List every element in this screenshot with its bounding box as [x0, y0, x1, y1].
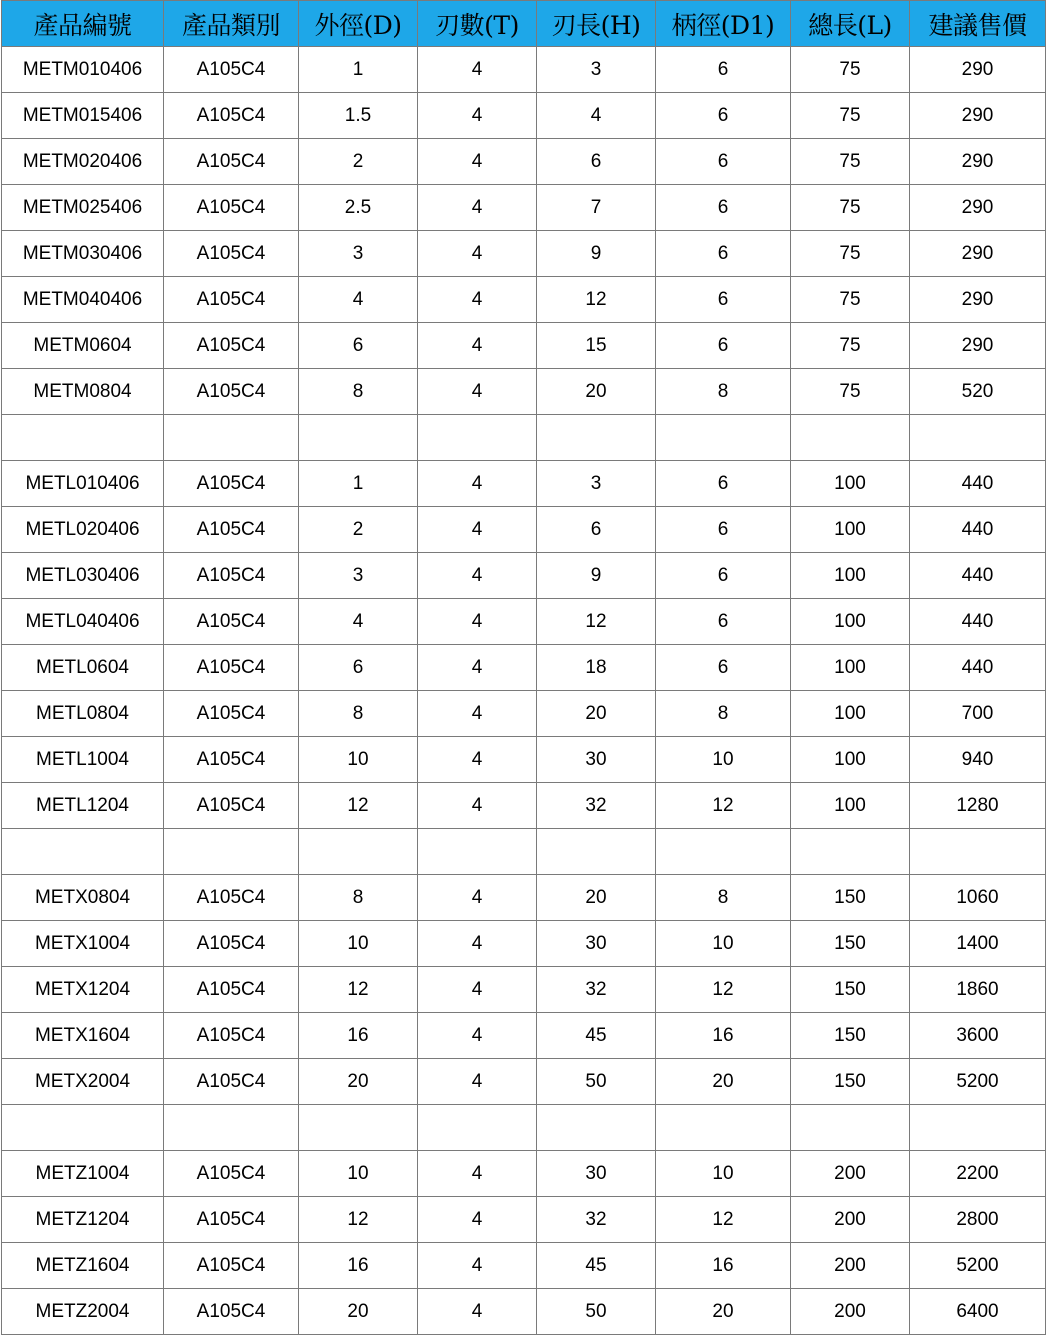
- overall-length-cell: 75: [791, 231, 910, 277]
- flute-length-cell: 7: [537, 185, 656, 231]
- suggested-price-cell: 290: [910, 323, 1046, 369]
- outer-diameter-cell: 6: [299, 645, 418, 691]
- flute-length-cell: 45: [537, 1243, 656, 1289]
- product-category-cell: A105C4: [164, 1151, 299, 1197]
- flute-count-cell: [418, 829, 537, 875]
- flute-count-cell: 4: [418, 507, 537, 553]
- suggested-price-cell: 3600: [910, 1013, 1046, 1059]
- outer-diameter-cell: 10: [299, 737, 418, 783]
- flute-length-cell: 4: [537, 93, 656, 139]
- product-code-cell: METL1204: [2, 783, 164, 829]
- header-row: [2, 1, 1046, 47]
- suggested-price-cell: 2800: [910, 1197, 1046, 1243]
- product-category-cell: [164, 829, 299, 875]
- flute-count-cell: [418, 1105, 537, 1151]
- table-row: [2, 737, 1046, 783]
- flute-count-cell: 4: [418, 461, 537, 507]
- table-row: [2, 185, 1046, 231]
- flute-count-cell: 4: [418, 93, 537, 139]
- flute-length-cell: 20: [537, 875, 656, 921]
- outer-diameter-cell: 3: [299, 231, 418, 277]
- product-category-cell: A105C4: [164, 967, 299, 1013]
- shank-diameter-cell: 6: [656, 461, 791, 507]
- product-category-cell: A105C4: [164, 599, 299, 645]
- overall-length-cell: 150: [791, 921, 910, 967]
- product-category-cell: [164, 415, 299, 461]
- shank-diameter-cell: 12: [656, 1197, 791, 1243]
- overall-length-cell: 100: [791, 645, 910, 691]
- table-row: [2, 47, 1046, 93]
- spacer-row: [2, 415, 1046, 461]
- suggested-price-cell: 1860: [910, 967, 1046, 1013]
- suggested-price-cell: 440: [910, 553, 1046, 599]
- outer-diameter-cell: 1: [299, 461, 418, 507]
- suggested-price-cell: [910, 829, 1046, 875]
- outer-diameter-cell: [299, 829, 418, 875]
- product-category-cell: A105C4: [164, 231, 299, 277]
- table-row: [2, 875, 1046, 921]
- overall-length-cell: 75: [791, 93, 910, 139]
- product-category-cell: A105C4: [164, 737, 299, 783]
- suggested-price-cell: 440: [910, 599, 1046, 645]
- outer-diameter-cell: 12: [299, 1197, 418, 1243]
- table-row: [2, 967, 1046, 1013]
- flute-count-cell: 4: [418, 645, 537, 691]
- product-category-cell: A105C4: [164, 507, 299, 553]
- shank-diameter-cell: 10: [656, 921, 791, 967]
- suggested-price-cell: 5200: [910, 1243, 1046, 1289]
- table-body: [2, 47, 1046, 1335]
- table-row: [2, 461, 1046, 507]
- shank-diameter-cell: 6: [656, 323, 791, 369]
- product-category-cell: A105C4: [164, 461, 299, 507]
- header-product-code: 產品編號: [2, 1, 164, 47]
- shank-diameter-cell: 16: [656, 1243, 791, 1289]
- shank-diameter-cell: [656, 829, 791, 875]
- shank-diameter-cell: 12: [656, 967, 791, 1013]
- outer-diameter-cell: 20: [299, 1059, 418, 1105]
- outer-diameter-cell: 16: [299, 1013, 418, 1059]
- shank-diameter-cell: 8: [656, 369, 791, 415]
- flute-length-cell: 12: [537, 599, 656, 645]
- shank-diameter-cell: 10: [656, 737, 791, 783]
- flute-length-cell: 15: [537, 323, 656, 369]
- flute-length-cell: 32: [537, 1197, 656, 1243]
- product-code-cell: METL0604: [2, 645, 164, 691]
- header-flute-length: 刃長(H): [537, 1, 656, 47]
- overall-length-cell: 100: [791, 783, 910, 829]
- shank-diameter-cell: [656, 1105, 791, 1151]
- outer-diameter-cell: [299, 1105, 418, 1151]
- outer-diameter-cell: 6: [299, 323, 418, 369]
- suggested-price-cell: 5200: [910, 1059, 1046, 1105]
- outer-diameter-cell: 3: [299, 553, 418, 599]
- outer-diameter-cell: 8: [299, 369, 418, 415]
- overall-length-cell: 100: [791, 691, 910, 737]
- flute-count-cell: 4: [418, 47, 537, 93]
- product-code-cell: METM0804: [2, 369, 164, 415]
- overall-length-cell: 200: [791, 1289, 910, 1335]
- outer-diameter-cell: 2: [299, 507, 418, 553]
- outer-diameter-cell: 12: [299, 783, 418, 829]
- product-code-cell: METX1204: [2, 967, 164, 1013]
- suggested-price-cell: 1060: [910, 875, 1046, 921]
- table-row: [2, 783, 1046, 829]
- product-code-cell: [2, 1105, 164, 1151]
- table-row: [2, 1151, 1046, 1197]
- table-row: [2, 599, 1046, 645]
- flute-count-cell: 4: [418, 875, 537, 921]
- header-product-category: 產品類別: [164, 1, 299, 47]
- table-row: [2, 553, 1046, 599]
- overall-length-cell: 150: [791, 967, 910, 1013]
- product-code-cell: METX1004: [2, 921, 164, 967]
- flute-count-cell: [418, 415, 537, 461]
- table-row: [2, 139, 1046, 185]
- table-row: [2, 1289, 1046, 1335]
- product-category-cell: A105C4: [164, 645, 299, 691]
- shank-diameter-cell: 10: [656, 1151, 791, 1197]
- table-row: [2, 231, 1046, 277]
- shank-diameter-cell: 6: [656, 139, 791, 185]
- suggested-price-cell: 290: [910, 231, 1046, 277]
- flute-count-cell: 4: [418, 1197, 537, 1243]
- overall-length-cell: 75: [791, 369, 910, 415]
- shank-diameter-cell: 8: [656, 875, 791, 921]
- flute-length-cell: 32: [537, 967, 656, 1013]
- shank-diameter-cell: 20: [656, 1289, 791, 1335]
- product-code-cell: METL040406: [2, 599, 164, 645]
- header-flute-count: 刃數(T): [418, 1, 537, 47]
- flute-count-cell: 4: [418, 1151, 537, 1197]
- shank-diameter-cell: 6: [656, 277, 791, 323]
- product-category-cell: A105C4: [164, 1197, 299, 1243]
- suggested-price-cell: 1400: [910, 921, 1046, 967]
- product-code-cell: METM0604: [2, 323, 164, 369]
- table-row: [2, 323, 1046, 369]
- flute-count-cell: 4: [418, 369, 537, 415]
- flute-length-cell: 30: [537, 1151, 656, 1197]
- overall-length-cell: 75: [791, 277, 910, 323]
- flute-length-cell: [537, 415, 656, 461]
- product-code-cell: METX0804: [2, 875, 164, 921]
- flute-count-cell: 4: [418, 737, 537, 783]
- overall-length-cell: 100: [791, 507, 910, 553]
- suggested-price-cell: [910, 1105, 1046, 1151]
- outer-diameter-cell: 1.5: [299, 93, 418, 139]
- shank-diameter-cell: [656, 415, 791, 461]
- shank-diameter-cell: 6: [656, 599, 791, 645]
- flute-count-cell: 4: [418, 921, 537, 967]
- suggested-price-cell: 290: [910, 47, 1046, 93]
- overall-length-cell: 100: [791, 737, 910, 783]
- product-code-cell: METL0804: [2, 691, 164, 737]
- overall-length-cell: 150: [791, 1059, 910, 1105]
- flute-length-cell: 30: [537, 921, 656, 967]
- outer-diameter-cell: [299, 415, 418, 461]
- suggested-price-cell: 440: [910, 645, 1046, 691]
- product-code-cell: [2, 829, 164, 875]
- flute-length-cell: 9: [537, 231, 656, 277]
- product-category-cell: A105C4: [164, 185, 299, 231]
- overall-length-cell: [791, 1105, 910, 1151]
- header-suggested-price: 建議售價: [910, 1, 1046, 47]
- overall-length-cell: [791, 415, 910, 461]
- suggested-price-cell: 290: [910, 185, 1046, 231]
- suggested-price-cell: 440: [910, 461, 1046, 507]
- product-category-cell: A105C4: [164, 1289, 299, 1335]
- flute-length-cell: 20: [537, 369, 656, 415]
- shank-diameter-cell: 6: [656, 231, 791, 277]
- flute-length-cell: 18: [537, 645, 656, 691]
- table-row: [2, 1059, 1046, 1105]
- outer-diameter-cell: 10: [299, 921, 418, 967]
- flute-count-cell: 4: [418, 277, 537, 323]
- outer-diameter-cell: 2: [299, 139, 418, 185]
- outer-diameter-cell: 12: [299, 967, 418, 1013]
- product-code-cell: METM020406: [2, 139, 164, 185]
- flute-length-cell: [537, 829, 656, 875]
- table-header: [2, 1, 1046, 47]
- shank-diameter-cell: 20: [656, 1059, 791, 1105]
- flute-count-cell: 4: [418, 1059, 537, 1105]
- flute-count-cell: 4: [418, 783, 537, 829]
- flute-length-cell: 9: [537, 553, 656, 599]
- suggested-price-cell: 940: [910, 737, 1046, 783]
- flute-count-cell: 4: [418, 231, 537, 277]
- table-row: [2, 1243, 1046, 1289]
- suggested-price-cell: 700: [910, 691, 1046, 737]
- suggested-price-cell: 440: [910, 507, 1046, 553]
- outer-diameter-cell: 4: [299, 277, 418, 323]
- shank-diameter-cell: 8: [656, 691, 791, 737]
- header-overall-length: 總長(L): [791, 1, 910, 47]
- table-row: [2, 93, 1046, 139]
- overall-length-cell: 75: [791, 139, 910, 185]
- shank-diameter-cell: 12: [656, 783, 791, 829]
- header-shank-diameter: 柄徑(D1): [656, 1, 791, 47]
- overall-length-cell: 75: [791, 47, 910, 93]
- header-outer-diameter: 外徑(D): [299, 1, 418, 47]
- flute-length-cell: 20: [537, 691, 656, 737]
- product-code-cell: METM040406: [2, 277, 164, 323]
- outer-diameter-cell: 16: [299, 1243, 418, 1289]
- overall-length-cell: 150: [791, 875, 910, 921]
- flute-length-cell: 3: [537, 47, 656, 93]
- flute-count-cell: 4: [418, 1013, 537, 1059]
- product-category-cell: A105C4: [164, 93, 299, 139]
- table-row: [2, 1013, 1046, 1059]
- shank-diameter-cell: 6: [656, 47, 791, 93]
- outer-diameter-cell: 2.5: [299, 185, 418, 231]
- product-code-cell: METZ1204: [2, 1197, 164, 1243]
- overall-length-cell: 100: [791, 553, 910, 599]
- flute-length-cell: [537, 1105, 656, 1151]
- overall-length-cell: 75: [791, 185, 910, 231]
- outer-diameter-cell: 10: [299, 1151, 418, 1197]
- flute-length-cell: 50: [537, 1289, 656, 1335]
- outer-diameter-cell: 1: [299, 47, 418, 93]
- shank-diameter-cell: 6: [656, 645, 791, 691]
- product-code-cell: METM030406: [2, 231, 164, 277]
- product-code-cell: METL1004: [2, 737, 164, 783]
- table-row: [2, 691, 1046, 737]
- flute-length-cell: 30: [537, 737, 656, 783]
- product-category-cell: A105C4: [164, 875, 299, 921]
- spacer-row: [2, 829, 1046, 875]
- product-code-cell: METX1604: [2, 1013, 164, 1059]
- flute-length-cell: 50: [537, 1059, 656, 1105]
- flute-length-cell: 6: [537, 507, 656, 553]
- product-code-cell: [2, 415, 164, 461]
- suggested-price-cell: 290: [910, 93, 1046, 139]
- flute-length-cell: 32: [537, 783, 656, 829]
- suggested-price-cell: 2200: [910, 1151, 1046, 1197]
- product-category-cell: A105C4: [164, 323, 299, 369]
- overall-length-cell: 200: [791, 1151, 910, 1197]
- flute-length-cell: 45: [537, 1013, 656, 1059]
- flute-count-cell: 4: [418, 323, 537, 369]
- overall-length-cell: 75: [791, 323, 910, 369]
- suggested-price-cell: 290: [910, 139, 1046, 185]
- product-code-cell: METM025406: [2, 185, 164, 231]
- table-row: [2, 1197, 1046, 1243]
- flute-count-cell: 4: [418, 599, 537, 645]
- outer-diameter-cell: 4: [299, 599, 418, 645]
- product-code-cell: METL010406: [2, 461, 164, 507]
- spacer-row: [2, 1105, 1046, 1151]
- suggested-price-cell: 290: [910, 277, 1046, 323]
- product-code-cell: METZ2004: [2, 1289, 164, 1335]
- overall-length-cell: 100: [791, 461, 910, 507]
- suggested-price-cell: 1280: [910, 783, 1046, 829]
- product-category-cell: A105C4: [164, 1243, 299, 1289]
- product-category-cell: A105C4: [164, 1059, 299, 1105]
- flute-length-cell: 3: [537, 461, 656, 507]
- product-category-cell: A105C4: [164, 369, 299, 415]
- product-code-cell: METL030406: [2, 553, 164, 599]
- shank-diameter-cell: 6: [656, 553, 791, 599]
- product-code-cell: METX2004: [2, 1059, 164, 1105]
- outer-diameter-cell: 8: [299, 691, 418, 737]
- product-category-cell: A105C4: [164, 553, 299, 599]
- shank-diameter-cell: 6: [656, 185, 791, 231]
- suggested-price-cell: 520: [910, 369, 1046, 415]
- product-code-cell: METM015406: [2, 93, 164, 139]
- suggested-price-cell: 6400: [910, 1289, 1046, 1335]
- product-code-cell: METZ1004: [2, 1151, 164, 1197]
- outer-diameter-cell: 20: [299, 1289, 418, 1335]
- product-category-cell: A105C4: [164, 139, 299, 185]
- flute-length-cell: 12: [537, 277, 656, 323]
- shank-diameter-cell: 6: [656, 507, 791, 553]
- product-spec-table: [1, 0, 1046, 1335]
- shank-diameter-cell: 16: [656, 1013, 791, 1059]
- product-category-cell: [164, 1105, 299, 1151]
- product-code-cell: METZ1604: [2, 1243, 164, 1289]
- product-code-cell: METL020406: [2, 507, 164, 553]
- table-row: [2, 921, 1046, 967]
- overall-length-cell: 200: [791, 1243, 910, 1289]
- flute-count-cell: 4: [418, 139, 537, 185]
- table-row: [2, 277, 1046, 323]
- flute-count-cell: 4: [418, 1289, 537, 1335]
- product-category-cell: A105C4: [164, 921, 299, 967]
- shank-diameter-cell: 6: [656, 93, 791, 139]
- table-row: [2, 369, 1046, 415]
- table-row: [2, 645, 1046, 691]
- flute-count-cell: 4: [418, 691, 537, 737]
- flute-count-cell: 4: [418, 967, 537, 1013]
- product-category-cell: A105C4: [164, 783, 299, 829]
- flute-count-cell: 4: [418, 185, 537, 231]
- suggested-price-cell: [910, 415, 1046, 461]
- product-category-cell: A105C4: [164, 691, 299, 737]
- outer-diameter-cell: 8: [299, 875, 418, 921]
- flute-count-cell: 4: [418, 1243, 537, 1289]
- flute-length-cell: 6: [537, 139, 656, 185]
- overall-length-cell: 150: [791, 1013, 910, 1059]
- overall-length-cell: [791, 829, 910, 875]
- product-category-cell: A105C4: [164, 277, 299, 323]
- overall-length-cell: 100: [791, 599, 910, 645]
- product-category-cell: A105C4: [164, 1013, 299, 1059]
- product-code-cell: METM010406: [2, 47, 164, 93]
- product-category-cell: A105C4: [164, 47, 299, 93]
- overall-length-cell: 200: [791, 1197, 910, 1243]
- table-row: [2, 507, 1046, 553]
- flute-count-cell: 4: [418, 553, 537, 599]
